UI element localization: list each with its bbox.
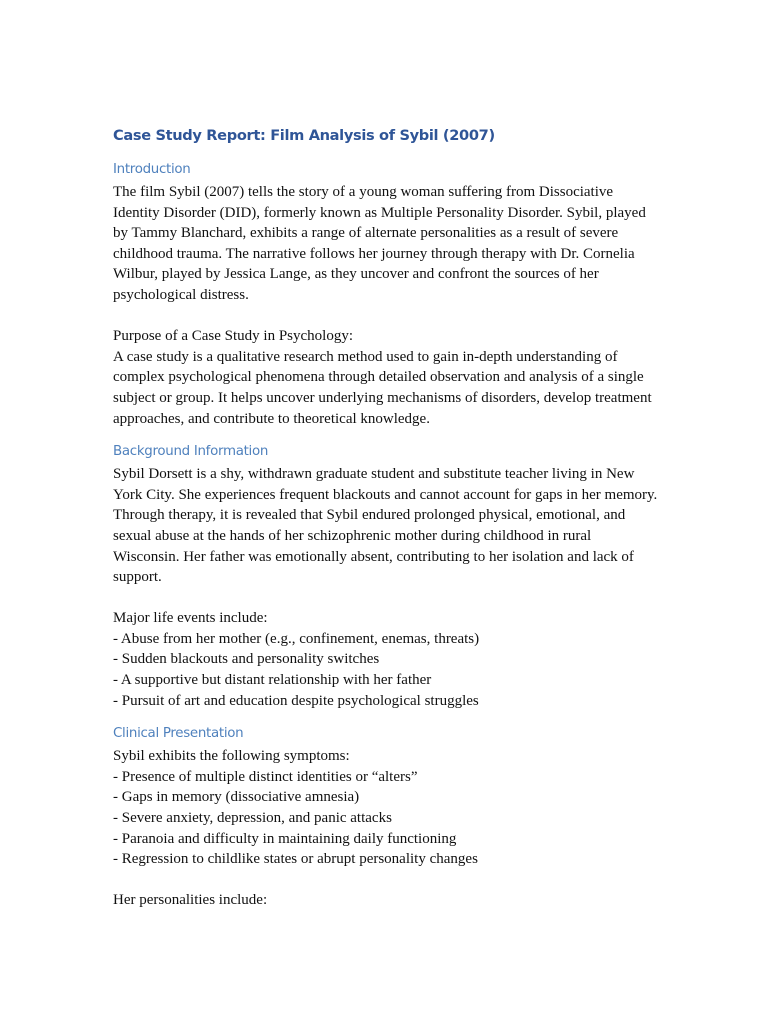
list-item: - Pursuit of art and education despite psychological struggles: [113, 692, 479, 709]
background-section: [113, 442, 661, 711]
events-label: Major life events include:: [113, 610, 268, 627]
background-heading: Background Information: [113, 444, 269, 460]
list-item: - Severe anxiety, depression, and panic attacks: [113, 810, 392, 827]
introduction-section: [113, 160, 661, 429]
list-item: - Sudden blackouts and personality switches: [113, 651, 380, 668]
list-item: - Abuse from her mother (e.g., confinement, enemas, threats): [113, 630, 480, 647]
background-paragraph: Sybil Dorsett is a shy, withdrawn graduate student and substitute teacher living in New York City. She experiences frequent blackouts and cannot account for gaps in her memory. Through therapy, it is revealed that Sybil endured prolonged physical, emotional, and sexual abuse at the hands of her schizophrenic mother during childhood in rural Wisconsin. Her father was emotionally absent, contributing to her isolation and lack of support.: [113, 466, 658, 586]
spacer: [113, 306, 661, 327]
list-item: - Gaps in memory (dissociative amnesia): [113, 789, 360, 806]
clinical-section: [113, 724, 661, 911]
list-item: - Presence of multiple distinct identities or “alters”: [113, 768, 418, 785]
events-list: [113, 629, 661, 711]
spacer: [113, 870, 661, 891]
purpose-text: A case study is a qualitative research method used to gain in-depth understanding of complex psychological phenomena through detailed observation and analysis of a single subject or group. It helps uncover underlying mechanisms of disorders, develop treatment approaches, and contribute to theoretical knowledge.: [113, 348, 652, 427]
purpose-label: Purpose of a Case Study in Psychology:: [113, 328, 353, 345]
list-item: - Paranoia and difficulty in maintaining daily functioning: [113, 830, 457, 847]
clinical-heading: Clinical Presentation: [113, 726, 244, 742]
list-item: - Regression to childlike states or abrupt personality changes: [113, 851, 478, 868]
document-page: [113, 126, 661, 911]
spacer: [113, 429, 661, 442]
personalities-label: Her personalities include:: [113, 892, 268, 909]
introduction-heading: Introduction: [113, 162, 191, 177]
spacer: [113, 711, 661, 724]
symptoms-list: [113, 767, 661, 870]
spacer: [113, 588, 661, 609]
symptoms-label: Sybil exhibits the following symptoms:: [113, 748, 350, 765]
introduction-paragraph: The film Sybil (2007) tells the story of a young woman suffering from Dissociative Identity Disorder (DID), formerly known as Multiple Personality Disorder. Sybil, played by Tammy Blanchard, exhibits a range of alternate personalities as a result of severe childhood trauma. The narrative follows her journey through therapy with Dr. Cornelia Wilbur, played by Jessica Lange, as they uncover and confront the sources of her psychological distress.: [113, 184, 646, 303]
list-item: - A supportive but distant relationship with her father: [113, 672, 432, 689]
document-title: Case Study Report: Film Analysis of Sybil (2007): [113, 127, 495, 144]
